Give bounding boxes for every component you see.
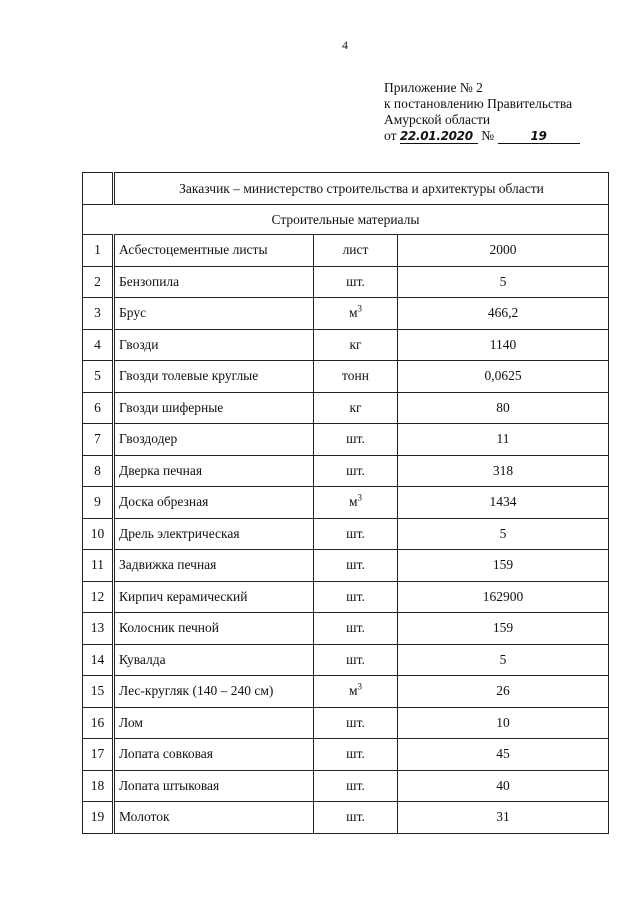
quantity: 45 (398, 739, 609, 771)
material-name: Гвоздодер (114, 424, 314, 456)
quantity: 466,2 (398, 298, 609, 330)
material-name: Кувалда (114, 644, 314, 676)
material-name: Асбестоцементные листы (114, 235, 314, 267)
row-number: 2 (83, 266, 114, 298)
material-name: Бензопила (114, 266, 314, 298)
unit: $м^3$ (314, 298, 398, 330)
table-row (83, 424, 609, 456)
table-row (83, 361, 609, 393)
material-name: Лопата совковая (114, 739, 314, 771)
row-number: 6 (83, 392, 114, 424)
material-name: Колосник печной (114, 613, 314, 645)
page-number: 4 (342, 38, 348, 52)
material-name: Лом (114, 707, 314, 739)
unit: шт. (314, 266, 398, 298)
row-number: 15 (83, 676, 114, 708)
customer-header-row (83, 173, 609, 205)
table-row (83, 487, 609, 519)
unit: шт. (314, 455, 398, 487)
unit: шт. (314, 802, 398, 834)
quantity: 31 (398, 802, 609, 834)
unit: шт. (314, 550, 398, 582)
category-row (83, 205, 609, 235)
unit: тонн (314, 361, 398, 393)
table-row (83, 329, 609, 361)
unit: кг (314, 329, 398, 361)
row-number: 9 (83, 487, 114, 519)
material-name: Лес-кругляк (140 – 240 см) (114, 676, 314, 708)
appendix-block (384, 80, 624, 144)
material-name: Дрель электрическая (114, 518, 314, 550)
row-number: 19 (83, 802, 114, 834)
quantity: 1140 (398, 329, 609, 361)
material-name: Задвижка печная (114, 550, 314, 582)
row-number: 17 (83, 739, 114, 771)
row-number: 8 (83, 455, 114, 487)
row-number: 1 (83, 235, 114, 267)
row-number: 13 (83, 613, 114, 645)
material-name: Лопата штыковая (114, 770, 314, 802)
unit: $м^3$ (314, 676, 398, 708)
unit: шт. (314, 644, 398, 676)
unit: шт. (314, 518, 398, 550)
table-row (83, 298, 609, 330)
customer-header: Заказчик – министерство строительства и архитектуры области (114, 173, 609, 205)
table-row (83, 802, 609, 834)
from-label: от (384, 128, 397, 143)
material-name: Гвозди толевые круглые (114, 361, 314, 393)
table-row (83, 739, 609, 771)
materials-table-body (83, 173, 609, 834)
unit: шт. (314, 424, 398, 456)
quantity: 159 (398, 613, 609, 645)
material-name: Доска обрезная (114, 487, 314, 519)
appendix-title: Приложение № 2 (384, 80, 483, 95)
material-name: Гвозди шиферные (114, 392, 314, 424)
quantity: 5 (398, 518, 609, 550)
table-row (83, 613, 609, 645)
appendix-decree-line: к постановлению Правительства (384, 96, 573, 111)
quantity: 40 (398, 770, 609, 802)
table-row (83, 770, 609, 802)
unit-superscript: 3 (357, 303, 363, 314)
table-row (83, 707, 609, 739)
quantity: 2000 (398, 235, 609, 267)
quantity: 26 (398, 676, 609, 708)
quantity: 318 (398, 455, 609, 487)
materials-table (82, 172, 609, 834)
quantity: 80 (398, 392, 609, 424)
quantity: 159 (398, 550, 609, 582)
quantity: 162900 (398, 581, 609, 613)
row-number: 11 (83, 550, 114, 582)
quantity: 10 (398, 707, 609, 739)
material-name: Дверка печная (114, 455, 314, 487)
unit: кг (314, 392, 398, 424)
appendix-region-line: Амурской области (384, 112, 491, 127)
unit: шт. (314, 581, 398, 613)
table-row (83, 235, 609, 267)
table-row (83, 550, 609, 582)
table-row (83, 581, 609, 613)
material-name: Гвозди (114, 329, 314, 361)
unit: шт. (314, 770, 398, 802)
row-number: 18 (83, 770, 114, 802)
row-number: 7 (83, 424, 114, 456)
table-row (83, 392, 609, 424)
row-number: 4 (83, 329, 114, 361)
row-number: 14 (83, 644, 114, 676)
table-row (83, 455, 609, 487)
number-label: № (481, 128, 495, 143)
decree-date: 22.01.2020 (400, 130, 478, 144)
appendix-date-line (384, 128, 624, 144)
quantity: 5 (398, 644, 609, 676)
table-row (83, 676, 609, 708)
unit: шт. (314, 707, 398, 739)
quantity: 5 (398, 266, 609, 298)
unit: шт. (314, 739, 398, 771)
unit-superscript: 3 (357, 681, 363, 692)
unit: $м^3$ (314, 487, 398, 519)
unit: лист (314, 235, 398, 267)
quantity: 11 (398, 424, 609, 456)
material-name: Кирпич керамический (114, 581, 314, 613)
unit: шт. (314, 613, 398, 645)
category-header: Строительные материалы (83, 205, 609, 235)
row-number: 12 (83, 581, 114, 613)
row-number: 10 (83, 518, 114, 550)
table-row (83, 518, 609, 550)
row-number: 16 (83, 707, 114, 739)
row-number: 5 (83, 361, 114, 393)
quantity: 0,0625 (398, 361, 609, 393)
header-blank-cell (83, 173, 114, 205)
material-name: Молоток (114, 802, 314, 834)
table-row (83, 266, 609, 298)
decree-number: 19 (498, 130, 580, 144)
table-row (83, 644, 609, 676)
unit-superscript: 3 (357, 492, 363, 503)
quantity: 1434 (398, 487, 609, 519)
material-name: Брус (114, 298, 314, 330)
row-number: 3 (83, 298, 114, 330)
